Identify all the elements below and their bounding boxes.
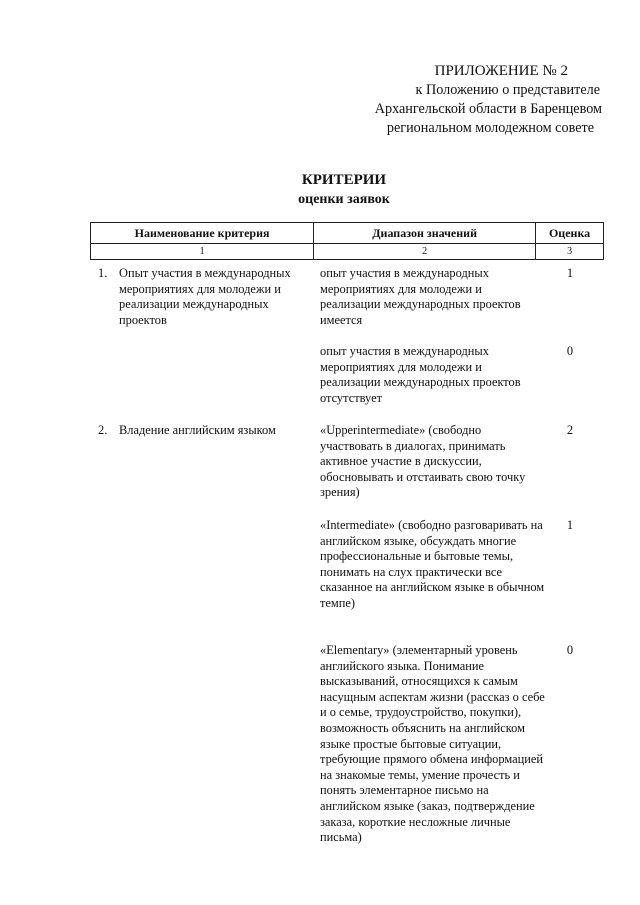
- appendix-ref-line-3: региональном молодежном совете: [386, 120, 594, 136]
- range-text: «Elementary» (элементарный уровень английского языка. Понимание высказываний, относящихся к самым насущным аспектам жизни (рассказ о себе и о семье, трудоустройство, покупки), возможность объяснить на английском языке простые бытовые ситуации, требующие прямого обмена информацией на знакомые темы, умение прочесть и понять элементарное письмо на английском языке (заказ, подтверждение заказа, короткие несложные личные письма): [320, 643, 545, 845]
- appendix-ref-line-2: Архангельской области в Баренцевом: [374, 101, 602, 117]
- header-criterion: Наименование критерия: [91, 223, 314, 244]
- range-text: «Upperintermediate» (свободно участвовать в диалогах, принимать активное участие в дискуссии, обосновывать и отстаивать свою точку зрения): [320, 423, 526, 500]
- appendix-ref-line-1: к Положению о представителе: [415, 82, 600, 98]
- range-score: 0: [566, 344, 574, 358]
- appendix-title: ПРИЛОЖЕНИЕ № 2: [434, 63, 568, 79]
- row-number: 1.: [98, 266, 108, 280]
- header-range: Диапазон значений: [314, 223, 536, 244]
- range-score: 2: [566, 423, 574, 437]
- range-text: опыт участия в международных мероприятиях для молодежи и реализации международных проектов отсутствует: [320, 344, 521, 405]
- col-number-3: 3: [536, 244, 604, 260]
- document-title: [0, 170, 640, 210]
- criteria-table-header: [90, 222, 604, 260]
- col-number-2: 2: [314, 244, 536, 260]
- range-score: 1: [566, 518, 574, 532]
- title-main: КРИТЕРИИ: [301, 172, 387, 188]
- row-criterion: Владение английским языком: [119, 423, 276, 437]
- col-number-1: 1: [91, 244, 314, 260]
- row-criterion: Опыт участия в международных мероприятиях для молодежи и реализации международных проектов: [119, 266, 291, 327]
- title-sub: оценки заявок: [298, 192, 390, 207]
- range-score: 1: [566, 266, 574, 280]
- range-text: опыт участия в международных мероприятиях для молодежи и реализации международных проектов имеется: [320, 266, 521, 327]
- header-score: Оценка: [536, 223, 604, 244]
- range-text: «Intermediate» (свободно разговаривать на английском языке, обсуждать многие профессиональные и бытовые темы, понимать на слух практически все сказанное на английском языке в обычном темпе): [320, 518, 545, 610]
- row-number: 2.: [98, 423, 108, 437]
- appendix-header: [375, 62, 602, 138]
- range-score: 0: [566, 643, 574, 657]
